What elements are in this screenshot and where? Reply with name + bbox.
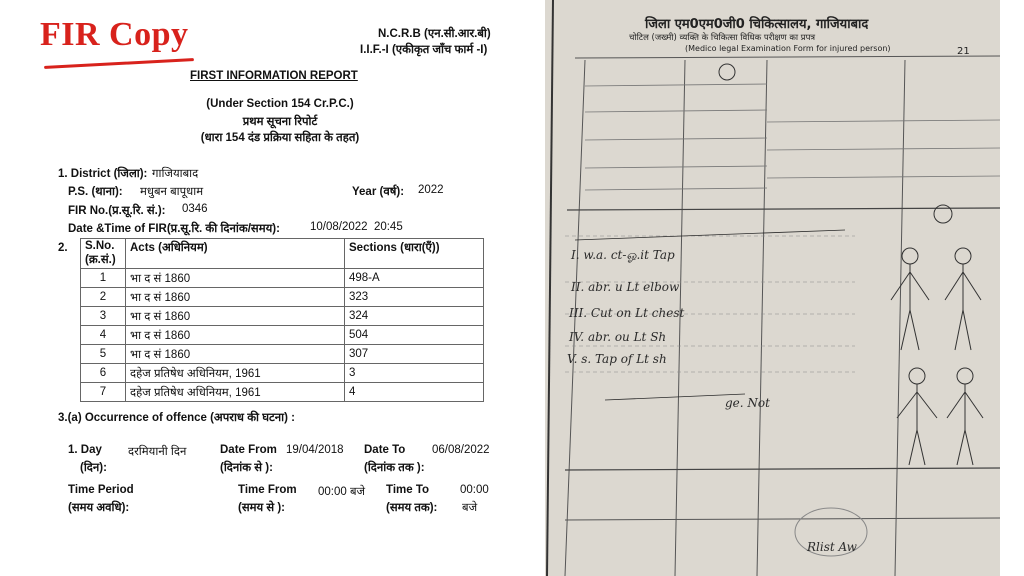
injury-note: III. Cut on Lt chest (569, 306, 685, 320)
table-header-row (81, 239, 484, 269)
row-sno: 2 (81, 288, 126, 307)
hindi-title: प्रथम सूचना रिपोर्ट (242, 116, 318, 128)
time-to-label: Time To (386, 484, 430, 496)
row-section: 324 (345, 307, 484, 326)
row-section: 4 (345, 383, 484, 402)
iif-label: I.I.F.-I (एकीकृत जाँच फार्म -I) (360, 44, 488, 56)
row-section: 323 (345, 288, 484, 307)
time-from-hindi: (समय से ): (238, 502, 285, 514)
acts-table (80, 238, 484, 402)
district-value: गाजियाबाद (152, 168, 199, 180)
row-act: भा द सं 1860 (126, 288, 345, 307)
doctor-signature: Rlist Aw (807, 540, 857, 554)
row-sno: 6 (81, 364, 126, 383)
table-row (81, 307, 484, 326)
report-title: FIRST INFORMATION REPORT (190, 70, 358, 82)
fir-copy-stamp: FIR Copy (40, 16, 189, 53)
hindi-section: (धारा 154 दंड प्रक्रिया सहिता के तहत) (200, 132, 360, 144)
medical-subheader-en: (Medico legal Examination Form for injured person) (685, 44, 891, 53)
row-sno: 4 (81, 326, 126, 345)
time-to-hindi: (समय तक): (386, 502, 438, 514)
date-from-label: Date From (220, 444, 277, 456)
date-from-value: 19/04/2018 (286, 444, 344, 456)
time-to-value: 00:00 (460, 484, 489, 496)
date-to-value: 06/08/2022 (432, 444, 490, 456)
row-sno: 3 (81, 307, 126, 326)
table-row (81, 288, 484, 307)
fir-no-value: 0346 (182, 203, 208, 215)
injury-note: ge. Not (725, 396, 770, 410)
row-section: 498-A (345, 269, 484, 288)
row-section: 3 (345, 364, 484, 383)
medical-header: जिला एम0एम0जी0 चिकित्सालय, गाजियाबाद (645, 17, 869, 32)
row-section: 504 (345, 326, 484, 345)
row-sno: 5 (81, 345, 126, 364)
date-to-hindi: (दिनांक तक ): (364, 462, 425, 474)
medical-scan (545, 0, 1000, 576)
time-period-hindi: (समय अवधि): (68, 502, 130, 514)
row-act: भा द सं 1860 (126, 269, 345, 288)
table-row (81, 364, 484, 383)
table-row (81, 269, 484, 288)
district-label: 1. District (जिला): (58, 168, 148, 180)
stamp-underline (44, 58, 194, 69)
header-sno (81, 239, 126, 269)
time-from-label: Time From (238, 484, 297, 496)
time-to-suffix: बजे (462, 502, 478, 514)
table-row (81, 326, 484, 345)
row-section: 307 (345, 345, 484, 364)
day-label-hindi: (दिन): (80, 462, 107, 474)
header-acts: Acts (अधिनियम) (126, 239, 345, 269)
row-sno: 1 (81, 269, 126, 288)
ps-label: P.S. (थाना): (68, 186, 123, 198)
datetime-label: Date &Time of FIR(प्र.सू.रि. की दिनांक/समय): (68, 223, 280, 235)
row-sno: 7 (81, 383, 126, 402)
injury-note: V. s. Tap of Lt sh (567, 352, 667, 366)
fir-no-label: FIR No.(प्र.सू.रि. सं.): (68, 205, 166, 217)
year-label: Year (वर्ष): (352, 186, 405, 198)
header-sections: Sections (धारा(एँ)) (345, 239, 484, 269)
injury-note: I. w.a. ct-ஓ.it Tap (571, 248, 675, 262)
date-to-label: Date To (364, 444, 406, 456)
table-row (81, 345, 484, 364)
row-act: दहेज प्रतिषेध अधिनियम, 1961 (126, 383, 345, 402)
row-act: भा द सं 1860 (126, 307, 345, 326)
injury-note: II. abr. u Lt elbow (571, 280, 680, 294)
day-label: 1. Day (68, 444, 102, 456)
time-period-label: Time Period (68, 484, 134, 496)
row-act: भा द सं 1860 (126, 326, 345, 345)
date-from-hindi: (दिनांक से ): (220, 462, 273, 474)
ps-value: मधुबन बापूधाम (140, 186, 204, 198)
row-act: दहेज प्रतिषेध अधिनियम, 1961 (126, 364, 345, 383)
under-section: (Under Section 154 Cr.P.C.) (206, 98, 354, 110)
injury-note: IV. abr. ou Lt Sh (569, 330, 667, 344)
datetime-value: 10/08/2022 20:45 (310, 221, 403, 233)
header-sno-en: S.No. (85, 240, 115, 252)
row-act: भा द सं 1860 (126, 345, 345, 364)
time-from-value: 00:00 बजे (318, 486, 366, 498)
medical-subheader: चोटिल (जख्मी) व्यक्ति के चिकित्सा विधिक परीक्षण का प्रपत्र (629, 33, 816, 43)
acts-section-number: 2. (58, 242, 68, 254)
table-row (81, 383, 484, 402)
sheet-number: 21 (957, 46, 970, 57)
occurrence-heading: 3.(a) Occurrence of offence (अपराध की घटना) : (58, 412, 296, 424)
header-sno-hi: (क्र.सं.) (85, 254, 116, 266)
ncrb-label: N.C.R.B (एन.सी.आर.बी) (378, 28, 491, 40)
year-value: 2022 (418, 184, 444, 196)
day-value: दरमियानी दिन (128, 446, 187, 458)
